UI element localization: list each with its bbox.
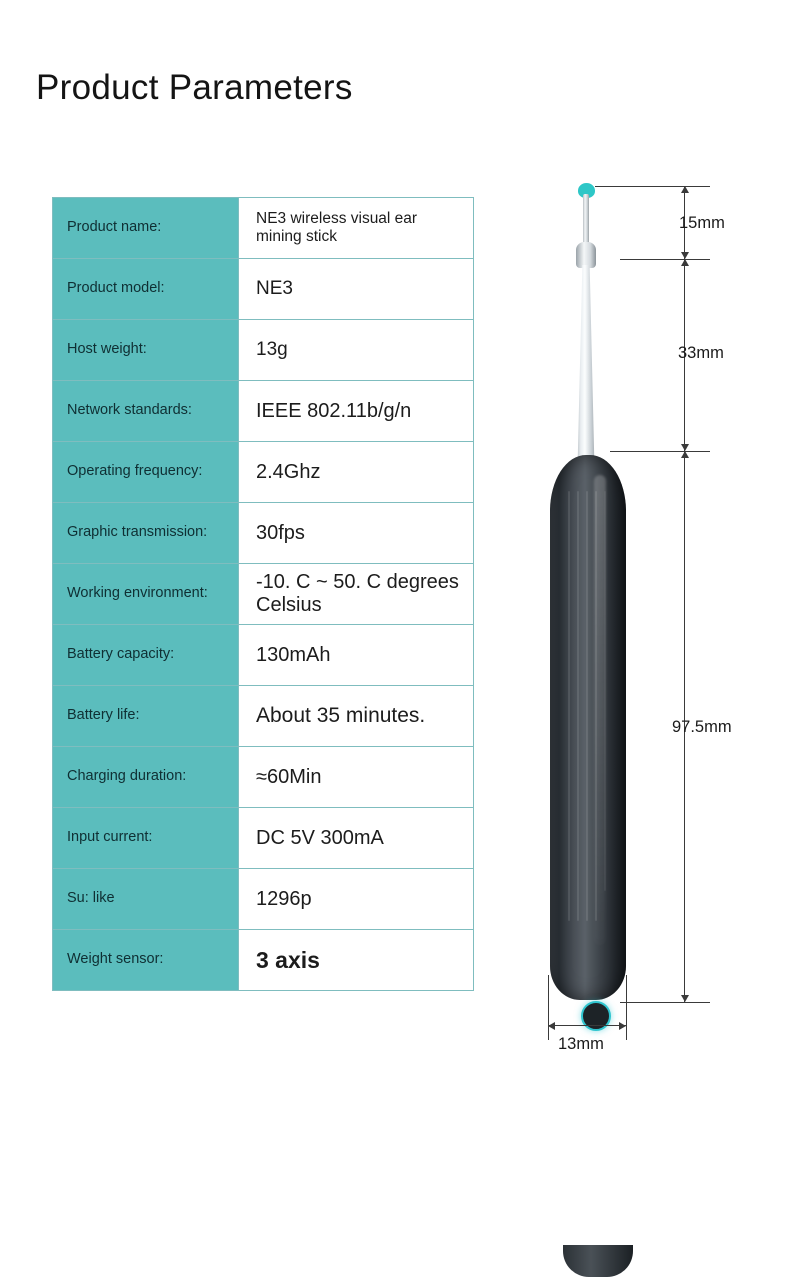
spec-label: Charging duration: — [53, 747, 239, 808]
table-row — [53, 442, 474, 503]
spec-label: Battery capacity: — [53, 625, 239, 686]
dim-tick-bottom — [620, 1002, 710, 1003]
dim-line-13mm — [548, 1025, 626, 1026]
body-stripe — [586, 491, 588, 921]
dim-tick-left — [548, 975, 549, 1040]
dim-tick-15mm-bottom — [620, 259, 710, 260]
dim-label-body-length: 97.5mm — [672, 718, 732, 736]
dim-arrow-up-icon — [681, 259, 689, 266]
dim-arrow-left-icon — [548, 1022, 555, 1030]
page-title: Product Parameters — [36, 68, 353, 107]
spec-label: Operating frequency: — [53, 442, 239, 503]
spec-label: Host weight: — [53, 320, 239, 381]
spec-value: 3 axis — [239, 930, 474, 991]
table-row — [53, 503, 474, 564]
dim-tick-33mm-bottom — [610, 451, 710, 452]
device-body — [550, 455, 626, 1000]
spec-value: 1296p — [239, 869, 474, 930]
body-highlight — [594, 475, 606, 945]
spec-label: Product model: — [53, 259, 239, 320]
device-illustration — [540, 180, 650, 1010]
dim-label-probe-length: 33mm — [678, 344, 724, 362]
table-row — [53, 808, 474, 869]
spec-value: 130mAh — [239, 625, 474, 686]
body-stripe — [568, 491, 570, 921]
spec-value: 13g — [239, 320, 474, 381]
spec-value: DC 5V 300mA — [239, 808, 474, 869]
spec-value: -10. C ~ 50. C degrees Celsius — [239, 564, 474, 625]
device-base — [563, 1245, 633, 1277]
table-row — [53, 198, 474, 259]
spec-value: NE3 — [239, 259, 474, 320]
dim-label-tip-length: 15mm — [679, 214, 725, 232]
spec-value: NE3 wireless visual ear mining stick — [239, 198, 474, 259]
spec-value: 30fps — [239, 503, 474, 564]
table-row — [53, 930, 474, 991]
spec-label: Weight sensor: — [53, 930, 239, 991]
dim-arrow-up-icon — [681, 186, 689, 193]
spec-label: Battery life: — [53, 686, 239, 747]
spec-label: Graphic transmission: — [53, 503, 239, 564]
spec-value: ≈60Min — [239, 747, 474, 808]
spec-value: IEEE 802.11b/g/n — [239, 381, 474, 442]
table-row — [53, 625, 474, 686]
power-button-icon — [581, 1001, 611, 1031]
needle-shaft — [583, 194, 589, 244]
spec-value: 2.4Ghz — [239, 442, 474, 503]
table-row — [53, 259, 474, 320]
spec-value: About 35 minutes. — [239, 686, 474, 747]
dim-arrow-down-icon — [681, 444, 689, 451]
table-row — [53, 747, 474, 808]
metal-collar — [576, 242, 596, 268]
table-row — [53, 320, 474, 381]
spec-label: Input current: — [53, 808, 239, 869]
table-row — [53, 381, 474, 442]
table-row — [53, 564, 474, 625]
table-row — [53, 869, 474, 930]
dim-label-body-width: 13mm — [558, 1035, 604, 1053]
dim-arrow-up-icon — [681, 451, 689, 458]
dim-tick-right — [626, 975, 627, 1040]
dim-tick-top — [595, 186, 710, 187]
spec-label: Su: like — [53, 869, 239, 930]
metal-probe — [573, 265, 599, 461]
table-row — [53, 686, 474, 747]
spec-label: Working environment: — [53, 564, 239, 625]
spec-label: Product name: — [53, 198, 239, 259]
body-stripe — [577, 491, 579, 921]
spec-label: Network standards: — [53, 381, 239, 442]
dim-arrow-right-icon — [619, 1022, 626, 1030]
spec-table — [52, 197, 474, 991]
dim-arrow-down-icon — [681, 995, 689, 1002]
dim-arrow-down-icon — [681, 252, 689, 259]
